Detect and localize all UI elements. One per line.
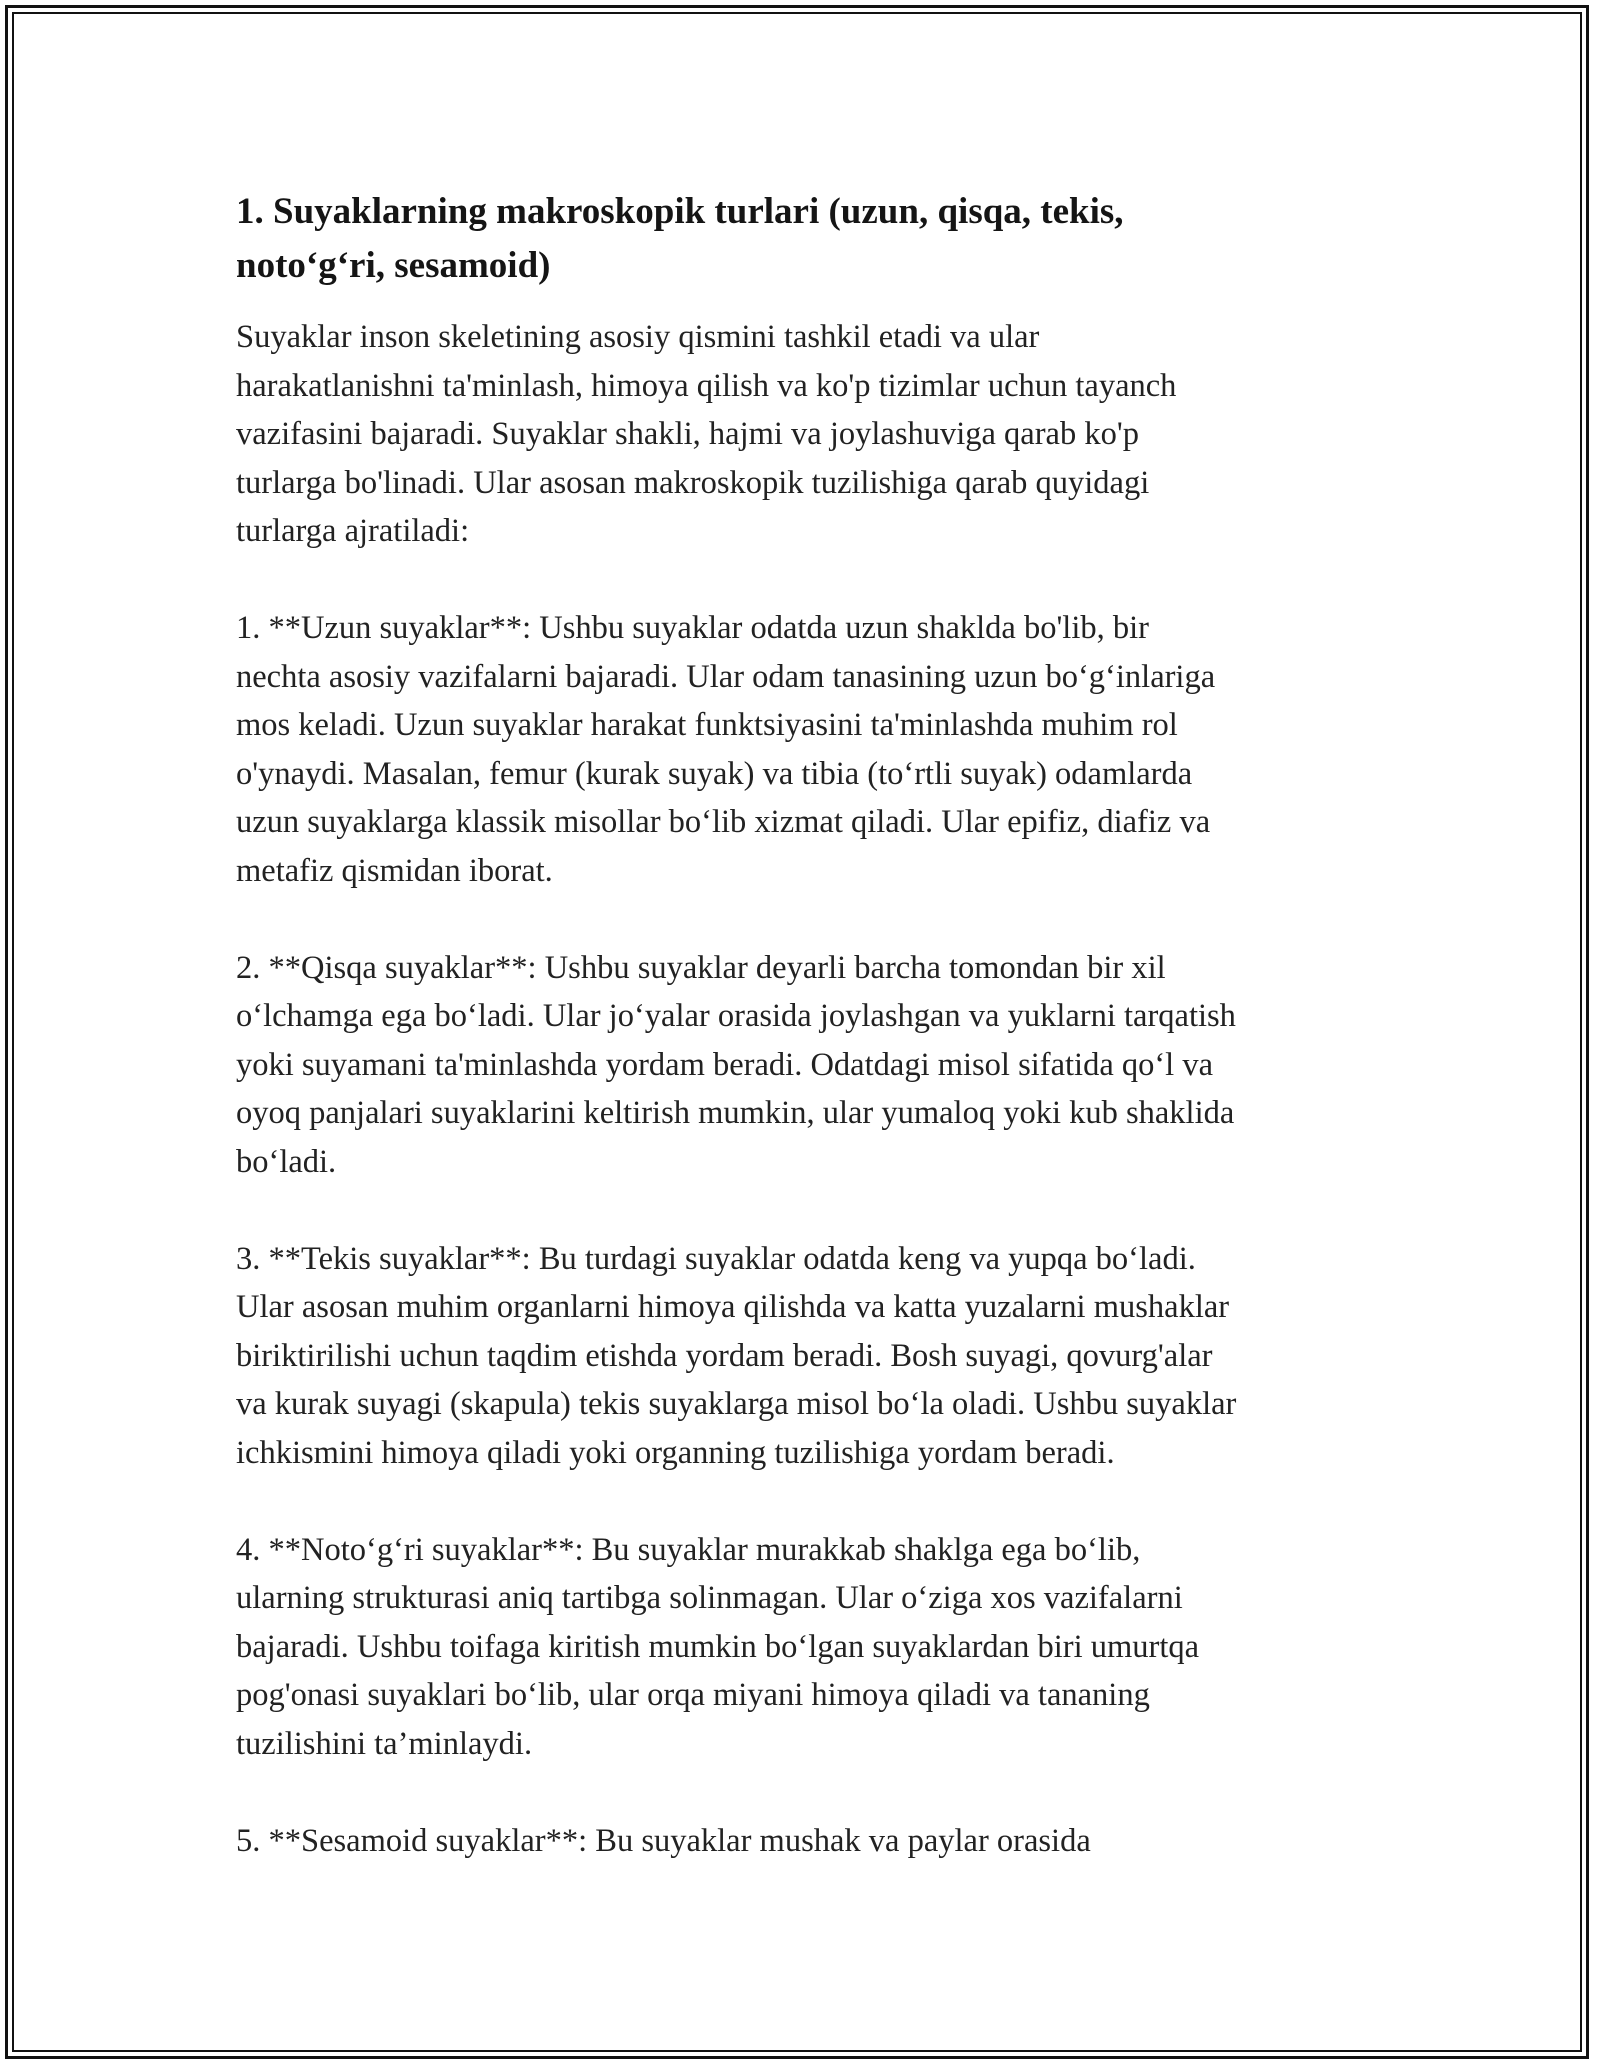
paragraph-sesamoid-bones: 5. **Sesamoid suyaklar**: Bu suyaklar mushak va paylar orasida — [236, 1822, 1091, 1859]
paragraph-short-bones: 2. **Qisqa suyaklar**: Ushbu suyaklar deyarli barcha tomondan bir xil o‘lchamga ega bo‘ladi. Ular jo‘yalar orasida joylashgan va yuklarni tarqatish yoki suyamani ta'minlashda yordam beradi. Odatdagi misol sifatida qo‘l va oyoq panjalari suyaklarini keltirish mumkin, ular yumaloq yoki kub shaklida bo‘ladi. — [236, 949, 1236, 1180]
paragraph-long-bones: 1. **Uzun suyaklar**: Ushbu suyaklar odatda uzun shaklda bo'lib, bir nechta asosiy vazifalarni bajaradi. Ular odam tanasining uzun bo‘g‘inlariga mos keladi. Uzun suyaklar harakat funktsiyasini ta'minlashda muhim rol o'ynaydi. Masalan, femur (kurak suyak) va tibia (to‘rtli suyak) odamlarda uzun suyaklarga klassik misollar bo‘lib xizmat qiladi. Ular epifiz, diafiz va metafiz qismidan iborat. — [236, 610, 1216, 889]
document-body — [236, 185, 1386, 1865]
paragraph-irregular-bones: 4. **Noto‘g‘ri suyaklar**: Bu suyaklar murakkab shaklga ega bo‘lib, ularning strukturasi aniq tartibga solinmagan. Ular o‘ziga xos vazifalarni bajaradi. Ushbu toifaga kiritish mumkin bo‘lgan suyaklardan biri umurtqa pog'onasi suyaklari bo‘lib, ular orqa miyani himoya qiladi va tananing tuzilishini ta’minlaydi. — [236, 1531, 1200, 1762]
paragraph-flat-bones: 3. **Tekis suyaklar**: Bu turdagi suyaklar odatda keng va yupqa bo‘ladi. Ular asosan muhim organlarni himoya qilishda va katta yuzalarni mushaklar biriktirilishi uchun taqdim etishda yordam beradi. Bosh suyagi, qovurg'alar va kurak suyagi (skapula) tekis suyaklarga misol bo‘la oladi. Ushbu suyaklar ichkismini himoya qiladi yoki organning tuzilishiga yordam beradi. — [236, 1240, 1237, 1471]
section-heading: 1. Suyaklarning makroskopik turlari (uzun, qisqa, tekis, noto‘g‘ri, sesamoid) — [236, 191, 1124, 286]
intro-paragraph: Suyaklar inson skeletining asosiy qismini tashkil etadi va ular harakatlanishni ta'minlash, himoya qilish va ko'p tizimlar uchun tayanch vazifasini bajaradi. Suyaklar shakli, hajmi va joylashuviga qarab ko'p turlarga bo'linadi. Ular asosan makroskopik tuzilishiga qarab quyidagi turlarga ajratiladi: — [236, 319, 1177, 549]
